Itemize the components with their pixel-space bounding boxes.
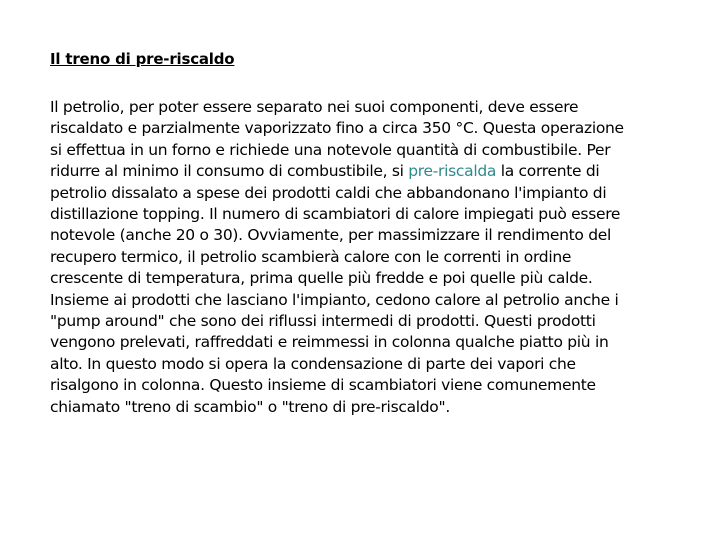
paragraph-line: alto. In questo modo si opera la condensazione di parte dei vapori che xyxy=(50,354,576,373)
page-title: Il treno di pre-riscaldo xyxy=(50,50,235,68)
paragraph-line: Il petrolio, per poter essere separato nei suoi componenti, deve essere xyxy=(50,98,579,116)
paragraph-line: "pump around" che sono dei riflussi intermedi di prodotti. Questi prodotti xyxy=(50,312,596,331)
paragraph-line: petrolio dissalato a spese dei prodotti caldi che abbandonano l'impianto di xyxy=(50,183,607,202)
paragraph-line: recupero termico, il petrolio scambierà calore con le correnti in ordine xyxy=(50,247,572,266)
paragraph-line: chiamato "treno di scambio" o "treno di pre-riscaldo". xyxy=(50,397,450,416)
line-text-after: la corrente di xyxy=(496,162,600,181)
paragraph-line: distillazione topping. Il numero di scambiatori di calore impiegati può essere xyxy=(50,205,621,224)
paragraph-line: notevole (anche 20 o 30). Ovviamente, per massimizzare il rendimento del xyxy=(50,226,611,245)
paragraph-line: risalgono in colonna. Questo insieme di scambiatori viene comunemente xyxy=(50,376,596,395)
paragraph-line xyxy=(50,161,710,182)
body-paragraph xyxy=(50,97,710,418)
paragraph-line: vengono prelevati, raffreddati e reimmessi in colonna qualche piatto più in xyxy=(50,333,609,352)
line-text-before: ridurre al minimo il consumo di combustibile, si xyxy=(50,162,409,181)
paragraph-line: si effettua in un forno e richiede una notevole quantità di combustibile. Per xyxy=(50,140,611,159)
paragraph-line: Insieme ai prodotti che lasciano l'impianto, cedono calore al petrolio anche i xyxy=(50,290,619,309)
paragraph-line: crescente di temperatura, prima quelle più fredde e poi quelle più calde. xyxy=(50,269,593,288)
paragraph-line: riscaldato e parzialmente vaporizzato fino a circa 350 °C. Questa operazione xyxy=(50,119,624,138)
highlighted-term: pre-riscalda xyxy=(408,162,497,181)
